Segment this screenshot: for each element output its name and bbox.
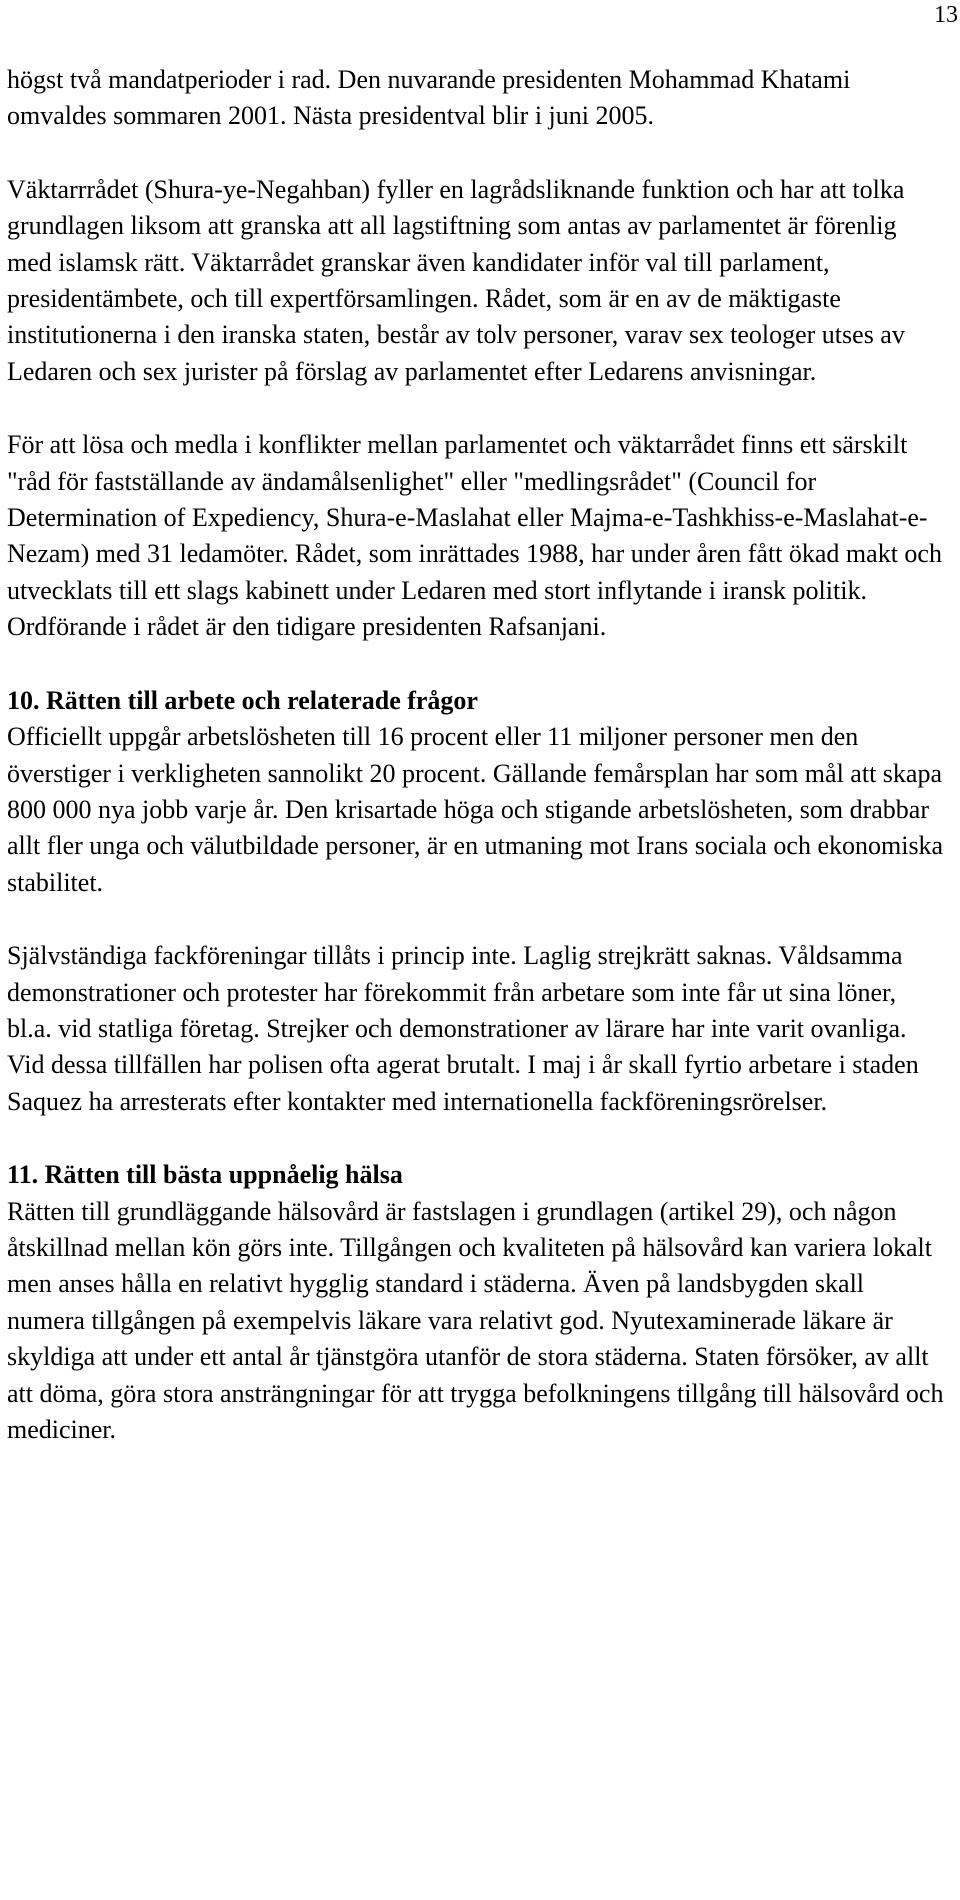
paragraph-expediency-council: För att lösa och medla i konflikter mellan parlamentet och väktarrådet finns ett särskilt "råd för fastställande av ändamålsenlighet" eller "medlingsrådet" (Council for Determination of Expediency, Shura-e-Maslahat eller Majma-e-Tashkhiss-e-Maslahat-e-Nezam) med 31 ledamöter. Rådet, som inrättades 1988, har under åren fått ökad makt och utvecklats till ett slags kabinett under Ledaren med stort inflytande i iransk politik. Ordförande i rådet är den tidigare presidenten Rafsanjani. — [7, 430, 942, 642]
section-10-heading: 10. Rätten till arbete och relaterade frågor — [7, 685, 478, 715]
paragraph-guardian-council: Väktarrrådet (Shura-ye-Negahban) fyller en lagrådsliknande funktion och har att tolka grundlagen liksom att granska att all lagstiftning som antas av parlamentet är förenlig med islamsk rätt. Väktarrådet granskar även kandidater inför val till parlament, presidentämbete, och till expertförsamlingen. Rådet, som är en av de mäktigaste institutionerna i den iranska staten, består av tolv personer, varav sex teologer utses av Ledaren och sex jurister på förslag av parlamentet efter Ledarens anvisningar. — [7, 174, 905, 386]
section-11-body: Rätten till grundläggande hälsovård är fastslagen i grundlagen (artikel 29), och någon åtskillnad mellan kön görs inte. Tillgången och kvaliteten på hälsovård kan variera lokalt men anses hålla en relativt hygglig standard i städerna. Även på landsbygden skall numera tillgången på exempelvis läkare vara relativt god. Nyutexaminerade läkare är skyldiga att under ett antal år tjänstgöra utanför de stora städerna. Staten försöker, av allt att döma, göra stora ansträngningar för att trygga befolkningens tillgång till hälsovård och mediciner. — [7, 1196, 944, 1444]
paragraph-presidential-terms: högst två mandatperioder i rad. Den nuvarande presidenten Mohammad Khatami omvaldes sommaren 2001. Nästa presidentval blir i juni 2005. — [7, 65, 851, 131]
page-number: 13 — [934, 2, 958, 28]
section-10 — [7, 683, 947, 1120]
section-11 — [7, 1157, 947, 1448]
document-body — [7, 62, 947, 1485]
section-10-paragraph-unions: Självständiga fackföreningar tillåts i princip inte. Laglig strejkrätt saknas. Våldsamma demonstrationer och protester har förekommit från arbetare som inte får ut sina löner, bl.a. vid statliga företag. Strejker och demonstrationer av lärare har inte varit ovanliga. Vid dessa tillfällen har polisen ofta agerat brutalt. I maj i år skall fyrtio arbetare i staden Saquez ha arresterats efter kontakter med internationella fackföreningsrörelser. — [7, 941, 919, 1116]
section-11-heading: 11. Rätten till bästa uppnåelig hälsa — [7, 1160, 403, 1190]
section-10-body: Officiellt uppgår arbetslösheten till 16 procent eller 11 miljoner personer men den överstiger i verkligheten sannolikt 20 procent. Gällande femårsplan har som mål att skapa 800 000 nya jobb varje år. Den krisartade höga och stigande arbetslösheten, som drabbar allt fler unga och välutbildade personer, är en utmaning mot Irans sociala och ekonomiska stabilitet. — [7, 722, 944, 897]
